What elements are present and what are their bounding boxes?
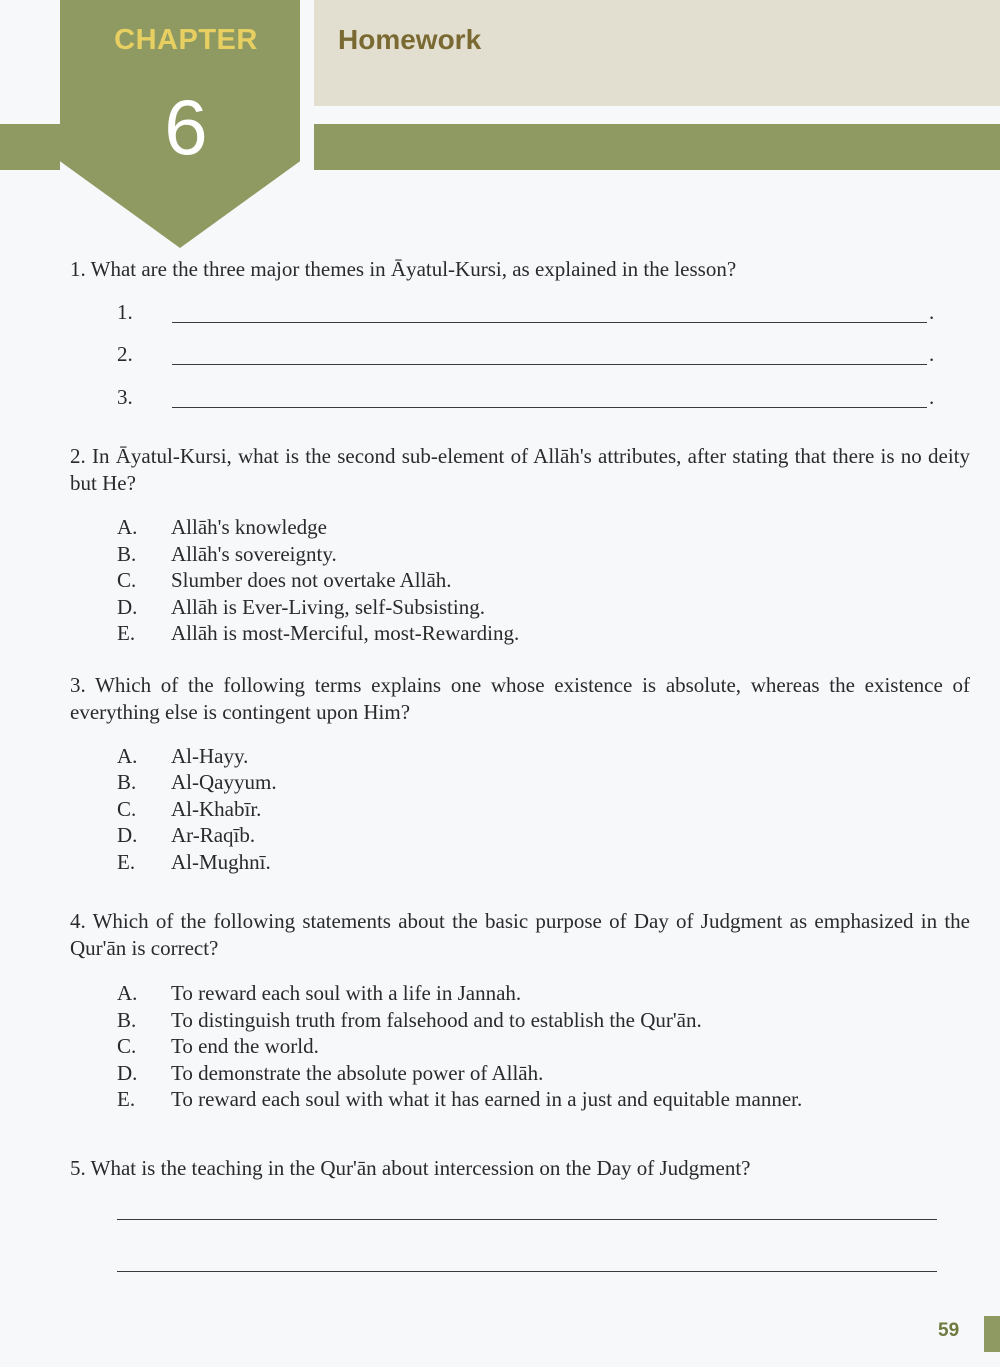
option-letter: E. — [117, 1087, 136, 1111]
option-2d[interactable] — [117, 594, 485, 621]
option-text: To end the world. — [171, 1034, 319, 1058]
option-letter: C. — [117, 568, 137, 592]
blank-line[interactable] — [172, 364, 927, 365]
answer-line-2[interactable] — [117, 1271, 937, 1272]
option-4e[interactable] — [117, 1086, 802, 1113]
option-letter: A. — [117, 744, 138, 768]
page-number: 59 — [938, 1320, 960, 1341]
option-text: Allāh's sovereignty. — [171, 542, 337, 566]
option-text: To distinguish truth from falsehood and to establish the Qur'ān. — [171, 1008, 702, 1032]
option-letter: C. — [117, 1034, 137, 1058]
option-letter: D. — [117, 595, 138, 619]
chapter-number: 6 — [164, 83, 208, 171]
question-3: 3. Which of the following terms explains one whose existence is absolute, whereas the existence of everything else is contingent upon Him? — [70, 673, 970, 724]
blank-number: 1. — [117, 300, 133, 324]
option-text: Allāh is Ever-Living, self-Subsisting. — [171, 595, 485, 619]
option-letter: A. — [117, 515, 138, 539]
option-letter: B. — [117, 542, 137, 566]
option-text: Slumber does not overtake Allāh. — [171, 568, 452, 592]
option-letter: D. — [117, 1061, 138, 1085]
answer-blank-2 — [117, 342, 947, 370]
answer-line-1[interactable] — [117, 1219, 937, 1220]
blank-line[interactable] — [172, 322, 927, 323]
option-3c[interactable] — [117, 796, 261, 823]
question-5: 5. What is the teaching in the Qur'ān about intercession on the Day of Judgment? — [70, 1156, 751, 1180]
answer-blank-1 — [117, 300, 947, 328]
option-letter: D. — [117, 823, 138, 847]
blank-number: 2. — [117, 342, 133, 366]
option-letter: B. — [117, 770, 137, 794]
option-2c[interactable] — [117, 567, 452, 594]
chapter-label: CHAPTER — [114, 24, 258, 56]
option-4b[interactable] — [117, 1007, 702, 1034]
option-letter: E. — [117, 850, 136, 874]
option-3a[interactable] — [117, 743, 248, 770]
option-2a[interactable] — [117, 514, 327, 541]
blank-number: 3. — [117, 385, 133, 409]
option-letter: B. — [117, 1008, 137, 1032]
option-text: Al-Hayy. — [171, 744, 249, 768]
option-text: To demonstrate the absolute power of Allāh. — [171, 1061, 544, 1085]
option-text: Allāh's knowledge — [171, 515, 328, 539]
option-text: Al-Khabīr. — [171, 797, 262, 821]
blank-period: . — [929, 342, 935, 366]
answer-blank-3 — [117, 385, 947, 413]
option-4d[interactable] — [117, 1060, 543, 1087]
blank-period: . — [929, 385, 935, 409]
option-text: Al-Qayyum. — [171, 770, 277, 794]
blank-line[interactable] — [172, 407, 927, 408]
question-1: 1. What are the three major themes in Āyatul-Kursi, as explained in the lesson? — [70, 257, 737, 281]
page-title: Homework — [338, 24, 482, 55]
option-text: Ar-Raqīb. — [171, 823, 256, 847]
option-4a[interactable] — [117, 980, 521, 1007]
question-4: 4. Which of the following statements about the basic purpose of Day of Judgment as emphasized in the Qur'ān is correct? — [70, 909, 970, 960]
option-text: To reward each soul with a life in Jannah. — [171, 981, 522, 1005]
option-3d[interactable] — [117, 822, 255, 849]
page-corner-tab — [984, 1316, 1000, 1352]
option-letter: C. — [117, 797, 137, 821]
option-text: To reward each soul with what it has earned in a just and equitable manner. — [171, 1087, 803, 1111]
option-4c[interactable] — [117, 1033, 319, 1060]
header-band-right — [314, 124, 1000, 170]
option-2b[interactable] — [117, 541, 337, 568]
option-text: Al-Mughnī. — [171, 850, 271, 874]
option-3b[interactable] — [117, 769, 277, 796]
blank-period: . — [929, 300, 935, 324]
option-3e[interactable] — [117, 849, 271, 876]
header-band-left — [0, 124, 60, 170]
option-2e[interactable] — [117, 620, 519, 647]
option-text: Allāh is most-Merciful, most-Rewarding. — [171, 621, 520, 645]
option-letter: A. — [117, 981, 138, 1005]
option-letter: E. — [117, 621, 136, 645]
question-2: 2. In Āyatul-Kursi, what is the second sub-element of Allāh's attributes, after stating that there is no deity but He? — [70, 444, 970, 495]
